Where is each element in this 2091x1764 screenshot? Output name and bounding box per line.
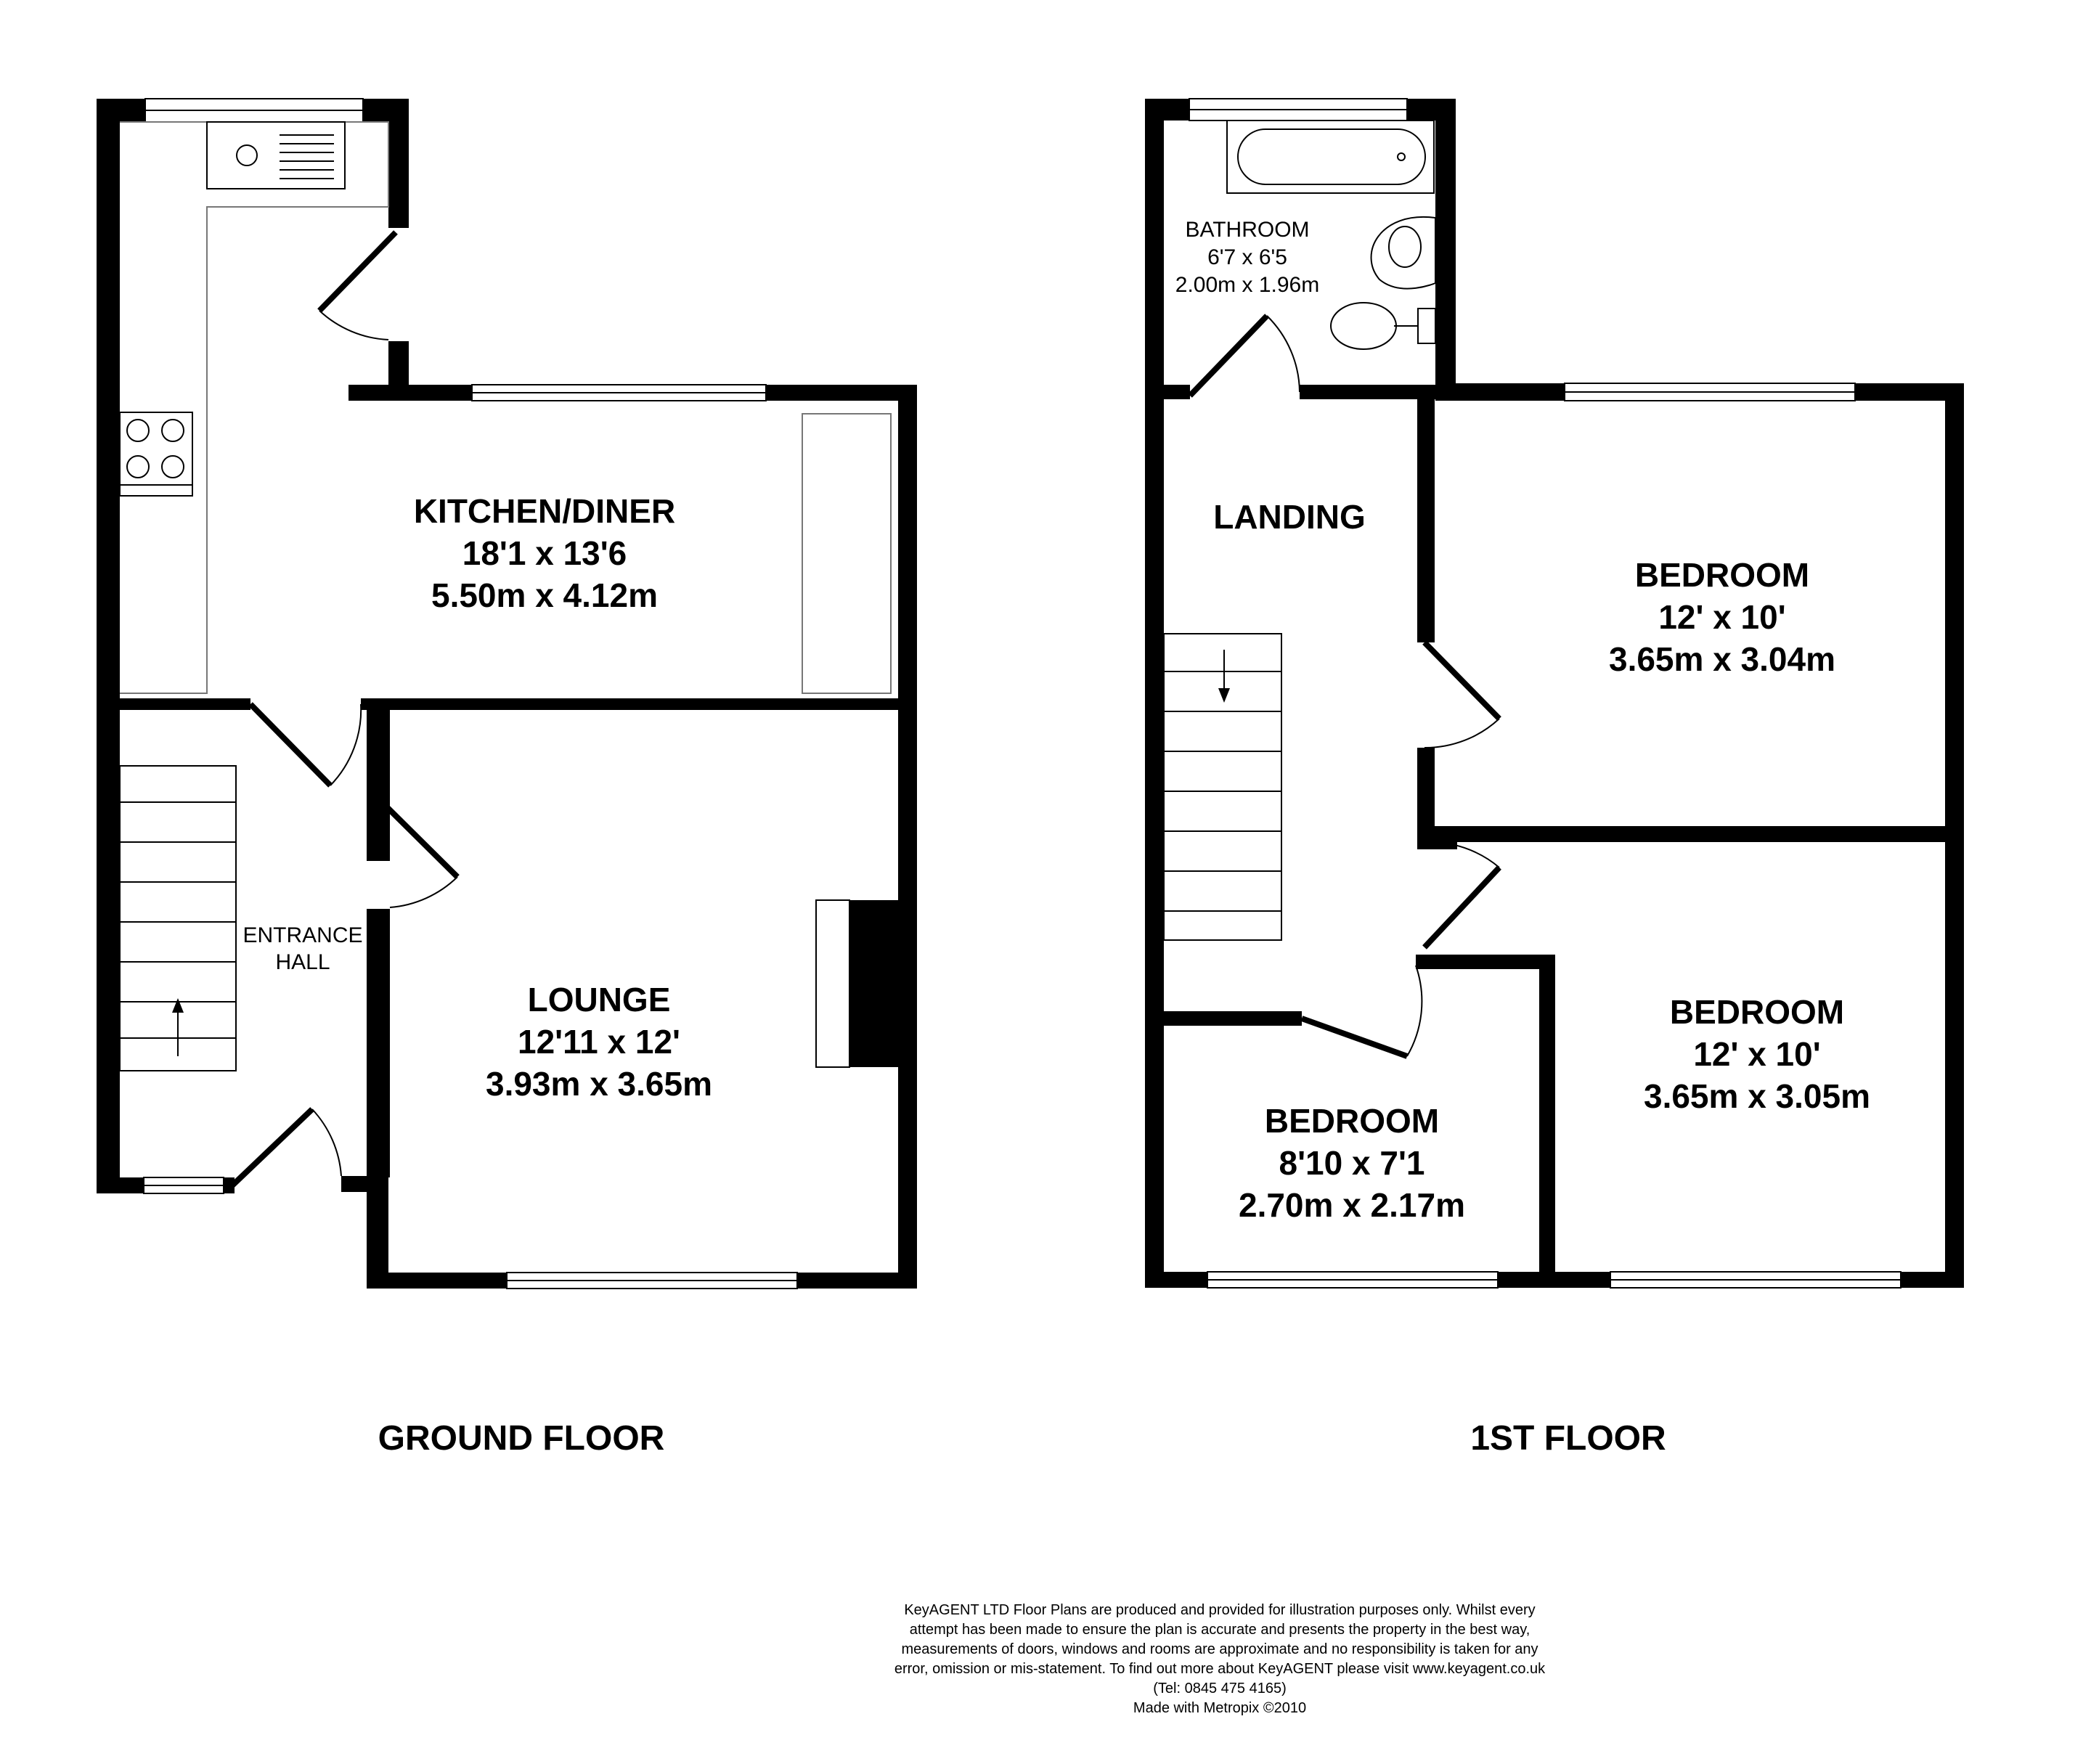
- bedroom-front-name: BEDROOM: [1669, 993, 1845, 1031]
- kitchen-diner-imperial: 18'1 x 13'6: [462, 534, 627, 572]
- lounge-imperial: 12'11 x 12': [518, 1023, 680, 1061]
- bedroom-small-name: BEDROOM: [1264, 1102, 1440, 1140]
- entrance-hall-label: ENTRANCE: [242, 923, 363, 947]
- disclaimer: [784, 1601, 1655, 1718]
- bathroom-metric: 2.00m x 1.96m: [1175, 273, 1320, 297]
- first-floor-title: 1ST FLOOR: [1470, 1419, 1666, 1458]
- lounge-metric: 3.93m x 3.65m: [485, 1065, 713, 1103]
- disclaimer-line: error, omission or mis-statement. To find out more about KeyAGENT please visit www.keyagent.co.uk: [894, 1661, 1546, 1677]
- disclaimer-line: attempt has been made to ensure the plan is accurate and presents the property in the best way,: [909, 1622, 1530, 1638]
- bathroom-imperial: 6'7 x 6'5: [1207, 245, 1287, 269]
- toilet-icon: [1331, 303, 1435, 349]
- bedroom-rear-imperial: 12' x 10': [1658, 598, 1786, 636]
- kitchen-diner-metric: 5.50m x 4.12m: [431, 576, 659, 614]
- ground-floor-stairs: [120, 766, 236, 1071]
- disclaimer-line: Made with Metropix ©2010: [1133, 1700, 1307, 1716]
- kitchen-diner-name: KITCHEN/DINER: [413, 492, 676, 530]
- bedroom-small-imperial: 8'10 x 7'1: [1279, 1144, 1425, 1182]
- bathroom-name: BATHROOM: [1185, 218, 1310, 242]
- bedroom-front-imperial: 12' x 10': [1693, 1035, 1821, 1073]
- first-floor-stairs: [1164, 634, 1281, 940]
- ground-floor-title: GROUND FLOOR: [378, 1419, 665, 1458]
- landing-name: LANDING: [1213, 498, 1366, 536]
- bedroom-rear-name: BEDROOM: [1634, 556, 1810, 594]
- ground-floor-windows: [144, 99, 797, 1289]
- ground-floor-walls: [97, 99, 917, 1289]
- lounge-name: LOUNGE: [527, 981, 671, 1018]
- bath-icon: [1227, 121, 1434, 193]
- hob-icon: [120, 412, 192, 496]
- first-floor-plan: [1145, 99, 1964, 1458]
- disclaimer-line: (Tel: 0845 475 4165): [1153, 1681, 1287, 1696]
- ground-floor-plan: [97, 99, 917, 1458]
- bedroom-front-metric: 3.65m x 3.05m: [1643, 1077, 1871, 1115]
- first-floor-doors: [1190, 316, 1499, 1056]
- entrance-hall-label-2: HALL: [275, 950, 330, 974]
- disclaimer-line: measurements of doors, windows and rooms are approximate and no responsibility is taken for any: [901, 1641, 1538, 1657]
- washbasin-icon: [1371, 217, 1435, 289]
- disclaimer-line: KeyAGENT LTD Floor Plans are produced and provided for illustration purposes only. Whilst every: [904, 1602, 1536, 1618]
- bedroom-rear-metric: 3.65m x 3.04m: [1608, 640, 1836, 678]
- bedroom-small-metric: 2.70m x 2.17m: [1238, 1186, 1466, 1224]
